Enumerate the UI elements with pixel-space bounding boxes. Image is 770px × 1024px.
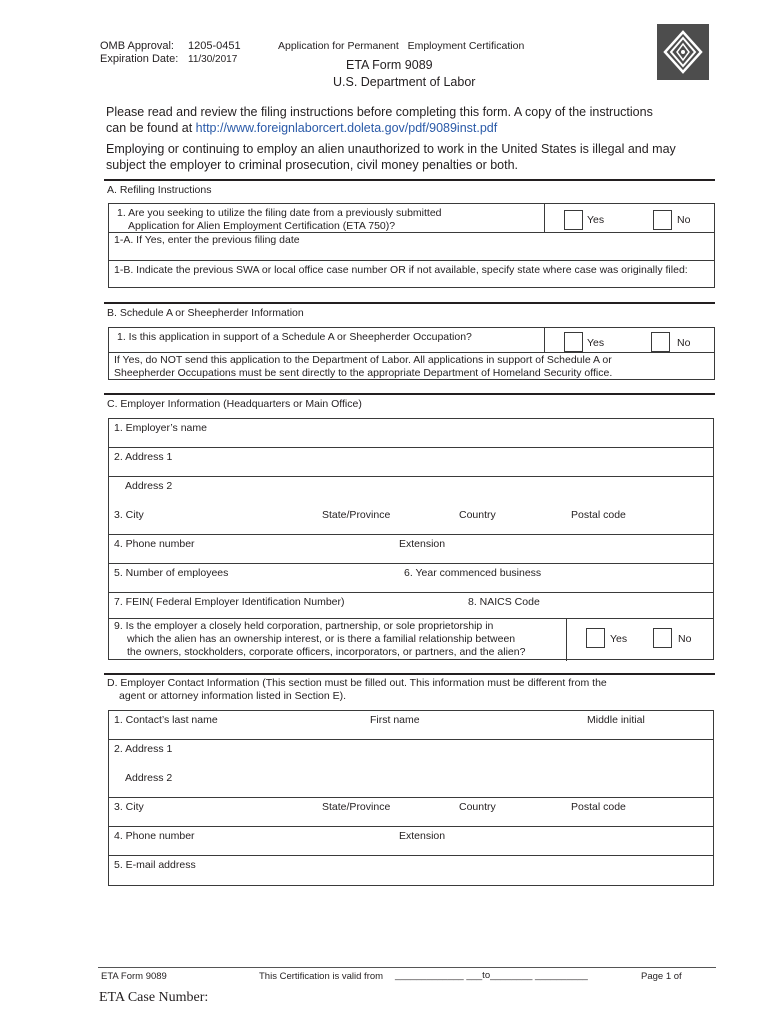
section-d-rule: [104, 673, 715, 675]
warning-line-1: Employing or continuing to employ an alien unauthorized to work in the United States is illegal and may: [106, 142, 676, 156]
section-b-q1-label: 1. Is this application in support of a Schedule A or Sheepherder Occupation?: [117, 331, 472, 343]
employer-employees-row[interactable]: [109, 564, 713, 593]
ownership-yes-label: Yes: [610, 633, 628, 645]
eta-case-number-label: ETA Case Number:: [99, 990, 209, 1005]
employer-fein-label: 7. FEIN( Federal Employer Identification Number): [114, 596, 345, 608]
employer-year-label: 6. Year commenced business: [404, 567, 542, 579]
intro-line-1: Please read and review the filing instructions before completing this form. A copy of the instructions: [106, 105, 653, 119]
employer-fein-row[interactable]: [109, 593, 713, 619]
employer-ownership-row: [109, 619, 713, 661]
employer-name-label: 1. Employer’s name: [114, 422, 207, 434]
footer-valid-blanks: _____________ ___to________ __________: [395, 970, 588, 981]
expiration-date: 11/30/2017: [188, 54, 238, 65]
section-a-q1a-label: 1-A. If Yes, enter the previous filing date: [114, 234, 300, 246]
section-b-yes-checkbox[interactable]: [564, 332, 583, 352]
section-b-note-line1: If Yes, do NOT send this application to the Department of Labor. All applications in support of Schedule A or: [114, 354, 612, 366]
contact-email-label: 5. E-mail address: [114, 859, 196, 871]
section-a-no-label: No: [677, 214, 691, 226]
form-heading: Application for Permanent Employment Certification: [278, 40, 525, 52]
footer-form-name: ETA Form 9089: [101, 971, 167, 982]
section-b-note-line2: Sheepherder Occupations must be sent directly to the appropriate Department of Homeland Security office.: [114, 367, 613, 379]
employer-name-field[interactable]: [109, 419, 713, 448]
contact-middle-initial-label: Middle initial: [587, 714, 645, 726]
section-a-rule: [104, 179, 715, 181]
footer-rule: [98, 967, 716, 968]
contact-last-name-label: 1. Contact’s last name: [114, 714, 218, 726]
employer-phone-label: 4. Phone number: [114, 538, 195, 550]
employer-address1-field[interactable]: [109, 448, 713, 477]
contact-phone-row[interactable]: [109, 827, 713, 856]
section-a-title: A. Refiling Instructions: [107, 184, 212, 196]
employer-city-row[interactable]: [109, 506, 713, 535]
employer-address1-label: 2. Address 1: [114, 451, 173, 463]
ownership-line3: the owners, stockholders, corporate officers, incorporators, or partners, and the alien?: [127, 646, 526, 658]
intro-line-2: [106, 120, 497, 136]
employer-phone-row[interactable]: [109, 535, 713, 564]
section-d-box: [108, 710, 714, 886]
omb-number: 1205-0451: [188, 40, 241, 52]
footer-page-number: Page 1 of: [641, 971, 682, 982]
employer-state-label: State/Province: [322, 509, 391, 521]
employer-naics-label: 8. NAICS Code: [468, 596, 540, 608]
employer-city-label: 3. City: [114, 509, 144, 521]
section-a-yes-checkbox[interactable]: [564, 210, 583, 230]
section-a-no-checkbox[interactable]: [653, 210, 672, 230]
contact-name-row[interactable]: [109, 711, 713, 740]
instructions-link[interactable]: http://www.foreignlaborcert.doleta.gov/pdf/9089inst.pdf: [195, 121, 498, 135]
contact-country-label: Country: [459, 801, 496, 813]
employer-country-label: Country: [459, 509, 496, 521]
contact-city-label: 3. City: [114, 801, 144, 813]
section-a-q1-line1: 1. Are you seeking to utilize the filing date from a previously submitted: [117, 207, 442, 219]
section-a-yes-label: Yes: [587, 214, 605, 226]
section-b-no-label: No: [677, 337, 691, 349]
employer-address2-label: Address 2: [125, 480, 173, 492]
department-name: U.S. Department of Labor: [333, 75, 476, 89]
section-d-title-line1: D. Employer Contact Information (This section must be filled out. This information must be different from the: [107, 677, 607, 689]
section-c-title: C. Employer Information (Headquarters or Main Office): [107, 398, 362, 410]
contact-email-field[interactable]: [109, 856, 713, 887]
section-b-title: B. Schedule A or Sheepherder Information: [107, 307, 304, 319]
section-a-q1-row: [109, 204, 714, 233]
contact-address1-label: 2. Address 1: [114, 743, 173, 755]
employer-address2-field[interactable]: [109, 477, 713, 506]
contact-first-name-label: First name: [370, 714, 420, 726]
dol-logo-icon: [657, 24, 709, 80]
intro-prefix: can be found at: [106, 121, 196, 135]
ownership-no-label: No: [678, 633, 692, 645]
section-b-q1-row: [109, 328, 714, 353]
warning-line-2: subject the employer to criminal prosecution, civil money penalties or both.: [106, 158, 519, 172]
section-c-rule: [104, 393, 715, 395]
section-a-q1-line2: Application for Alien Employment Certification (ETA 750)?: [128, 220, 396, 232]
ownership-line2: which the alien has an ownership interest, or is there a familial relationship between: [127, 633, 516, 645]
contact-city-row[interactable]: [109, 798, 713, 827]
ownership-no-checkbox[interactable]: [653, 628, 672, 648]
contact-postal-label: Postal code: [571, 801, 626, 813]
form-name: ETA Form 9089: [346, 58, 433, 72]
section-c-box: [108, 418, 714, 660]
section-a-box: [108, 203, 715, 288]
employer-employees-label: 5. Number of employees: [114, 567, 229, 579]
contact-state-label: State/Province: [322, 801, 391, 813]
contact-address2-label: Address 2: [125, 772, 173, 784]
section-b-rule: [104, 302, 715, 304]
employer-extension-label: Extension: [399, 538, 446, 550]
section-b-yes-label: Yes: [587, 337, 605, 349]
contact-extension-label: Extension: [399, 830, 446, 842]
ownership-line1: 9. Is the employer a closely held corporation, partnership, or sole proprietorship in: [114, 620, 494, 632]
section-b-no-checkbox[interactable]: [651, 332, 670, 352]
ownership-yes-checkbox[interactable]: [586, 628, 605, 648]
section-a-q1b-label: 1-B. Indicate the previous SWA or local office case number OR if not available, specify state where case was originally filed:: [114, 264, 688, 276]
contact-address1-field[interactable]: [109, 740, 713, 769]
contact-address2-field[interactable]: [109, 769, 713, 798]
section-d-title-line2: agent or attorney information listed in Section E).: [119, 690, 347, 702]
section-b-box: [108, 327, 715, 380]
employer-postal-label: Postal code: [571, 509, 626, 521]
expiration-label: Expiration Date:: [100, 53, 179, 65]
footer-valid-text: This Certification is valid from: [259, 971, 384, 982]
omb-approval-label: OMB Approval:: [100, 40, 174, 52]
contact-phone-label: 4. Phone number: [114, 830, 195, 842]
